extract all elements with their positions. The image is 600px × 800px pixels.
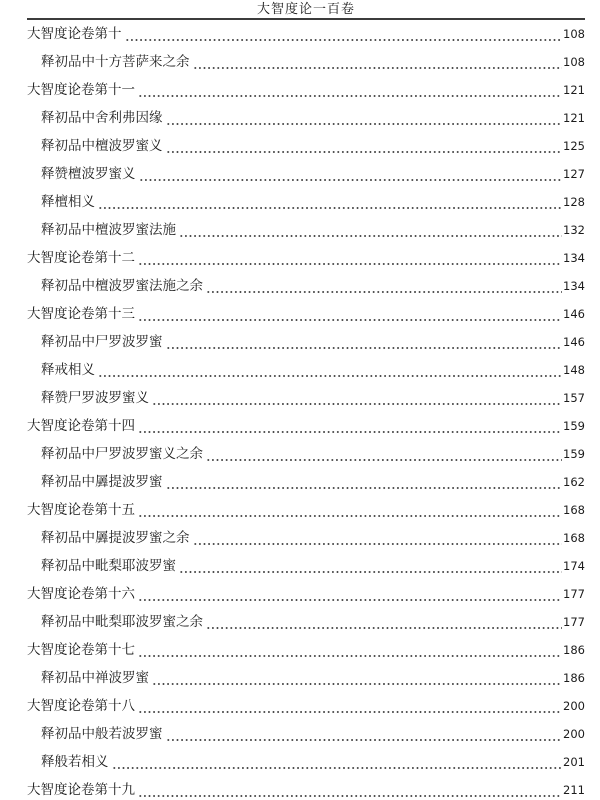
toc-list [27, 20, 585, 800]
toc-entry-title: 大智度论卷第十六 [27, 586, 135, 602]
toc-entry-page: 108 [563, 55, 585, 69]
toc-entry-page: 134 [563, 251, 585, 265]
toc-entry-title: 大智度论卷第十四 [27, 418, 135, 434]
toc-entry-page: 121 [563, 83, 585, 97]
toc-entry-page: 134 [563, 279, 585, 293]
toc-entry-title: 释初品中十方菩萨来之余 [41, 54, 190, 70]
toc-entry[interactable] [27, 440, 585, 468]
toc-entry[interactable] [27, 748, 585, 776]
toc-entry-title: 大智度论卷第十三 [27, 306, 135, 322]
toc-entry-title: 大智度论卷第十九 [27, 782, 135, 798]
toc-entry[interactable] [27, 608, 585, 636]
toc-entry[interactable] [27, 552, 585, 580]
dot-leader [206, 272, 562, 300]
dot-leader [206, 440, 562, 468]
dot-leader [138, 76, 562, 104]
toc-entry[interactable] [27, 160, 585, 188]
dot-leader [98, 188, 562, 216]
toc-entry[interactable] [27, 496, 585, 524]
dot-leader [206, 608, 562, 636]
dot-leader [112, 748, 563, 776]
toc-entry[interactable] [27, 636, 585, 664]
toc-entry-page: 177 [563, 615, 585, 629]
toc-entry-page: 146 [563, 307, 585, 321]
toc-entry[interactable] [27, 664, 585, 692]
toc-entry-page: 108 [563, 27, 585, 41]
dot-leader [152, 664, 562, 692]
toc-entry[interactable] [27, 356, 585, 384]
toc-entry[interactable] [27, 524, 585, 552]
toc-entry-page: 200 [563, 727, 585, 741]
toc-entry-title: 释赞檀波罗蜜义 [41, 166, 136, 182]
dot-leader [125, 20, 563, 48]
toc-entry-title: 释赞尸罗波罗蜜义 [41, 390, 149, 406]
dot-leader [152, 384, 562, 412]
toc-entry-title: 大智度论卷第十八 [27, 698, 135, 714]
toc-entry[interactable] [27, 328, 585, 356]
toc-entry-page: 201 [563, 755, 585, 769]
dot-leader [138, 496, 562, 524]
toc-entry-page: 159 [563, 419, 585, 433]
toc-entry-page: 162 [563, 475, 585, 489]
toc-entry-page: 186 [563, 671, 585, 685]
dot-leader [138, 636, 562, 664]
toc-entry-page: 146 [563, 335, 585, 349]
toc-entry-title: 释初品中尸罗波罗蜜 [41, 334, 163, 350]
toc-entry-title: 大智度论卷第十二 [27, 250, 135, 266]
toc-entry-page: 127 [563, 167, 585, 181]
dot-leader [138, 692, 562, 720]
toc-entry[interactable] [27, 720, 585, 748]
toc-entry-title: 释初品中尸罗波罗蜜义之余 [41, 446, 203, 462]
toc-entry-page: 132 [563, 223, 585, 237]
toc-entry-title: 大智度论卷第十 [27, 26, 122, 42]
dot-leader [138, 580, 562, 608]
toc-entry-page: 186 [563, 643, 585, 657]
dot-leader [166, 720, 563, 748]
dot-leader [139, 160, 563, 188]
toc-entry-title: 释初品中禅波罗蜜 [41, 670, 149, 686]
dot-leader [138, 300, 562, 328]
toc-entry-title: 释檀相义 [41, 194, 95, 210]
toc-entry-page: 159 [563, 447, 585, 461]
toc-entry[interactable] [27, 384, 585, 412]
toc-entry-page: 211 [563, 783, 585, 797]
toc-entry-title: 释初品中毗梨耶波罗蜜之余 [41, 614, 203, 630]
toc-entry-page: 148 [563, 363, 585, 377]
toc-entry-title: 释初品中羼提波罗蜜 [41, 474, 163, 490]
toc-entry-page: 174 [563, 559, 585, 573]
toc-entry[interactable] [27, 188, 585, 216]
toc-entry[interactable] [27, 580, 585, 608]
toc-entry[interactable] [27, 272, 585, 300]
toc-entry-title: 释戒相义 [41, 362, 95, 378]
toc-entry-title: 大智度论卷第十一 [27, 82, 135, 98]
toc-entry-title: 释般若相义 [41, 754, 109, 770]
toc-entry-page: 125 [563, 139, 585, 153]
toc-entry-page: 157 [563, 391, 585, 405]
toc-entry[interactable] [27, 48, 585, 76]
dot-leader [98, 356, 562, 384]
toc-entry-title: 大智度论卷第十五 [27, 502, 135, 518]
dot-leader [166, 328, 563, 356]
toc-entry-page: 168 [563, 531, 585, 545]
toc-entry-title: 释初品中檀波罗蜜法施之余 [41, 278, 203, 294]
toc-entry-title: 释初品中檀波罗蜜义 [41, 138, 163, 154]
toc-entry[interactable] [27, 20, 585, 48]
toc-entry-title: 大智度论卷第十七 [27, 642, 135, 658]
dot-leader [138, 244, 562, 272]
toc-entry-page: 177 [563, 587, 585, 601]
dot-leader [138, 776, 562, 800]
dot-leader [166, 104, 563, 132]
dot-leader [179, 552, 562, 580]
toc-entry-title: 释初品中舍利弗因缘 [41, 110, 163, 126]
document-title: 大智度论一百卷 [256, 2, 355, 17]
toc-entry[interactable] [27, 76, 585, 104]
toc-entry[interactable] [27, 104, 585, 132]
toc-entry[interactable] [27, 244, 585, 272]
toc-entry-title: 释初品中羼提波罗蜜之余 [41, 530, 190, 546]
dot-leader [166, 468, 563, 496]
toc-entry[interactable] [27, 692, 585, 720]
toc-entry[interactable] [27, 216, 585, 244]
dot-leader [193, 524, 563, 552]
toc-entry-page: 200 [563, 699, 585, 713]
toc-entry[interactable] [27, 132, 585, 160]
toc-entry-page: 168 [563, 503, 585, 517]
toc-entry-title: 释初品中毗梨耶波罗蜜 [41, 558, 176, 574]
dot-leader [166, 132, 563, 160]
dot-leader [138, 412, 562, 440]
dot-leader [179, 216, 562, 244]
dot-leader [193, 48, 563, 76]
toc-entry[interactable] [27, 300, 585, 328]
toc-entry[interactable] [27, 776, 585, 800]
toc-entry-page: 128 [563, 195, 585, 209]
toc-entry-page: 121 [563, 111, 585, 125]
toc-entry[interactable] [27, 412, 585, 440]
toc-entry-title: 释初品中般若波罗蜜 [41, 726, 163, 742]
toc-entry-title: 释初品中檀波罗蜜法施 [41, 222, 176, 238]
toc-entry[interactable] [27, 468, 585, 496]
